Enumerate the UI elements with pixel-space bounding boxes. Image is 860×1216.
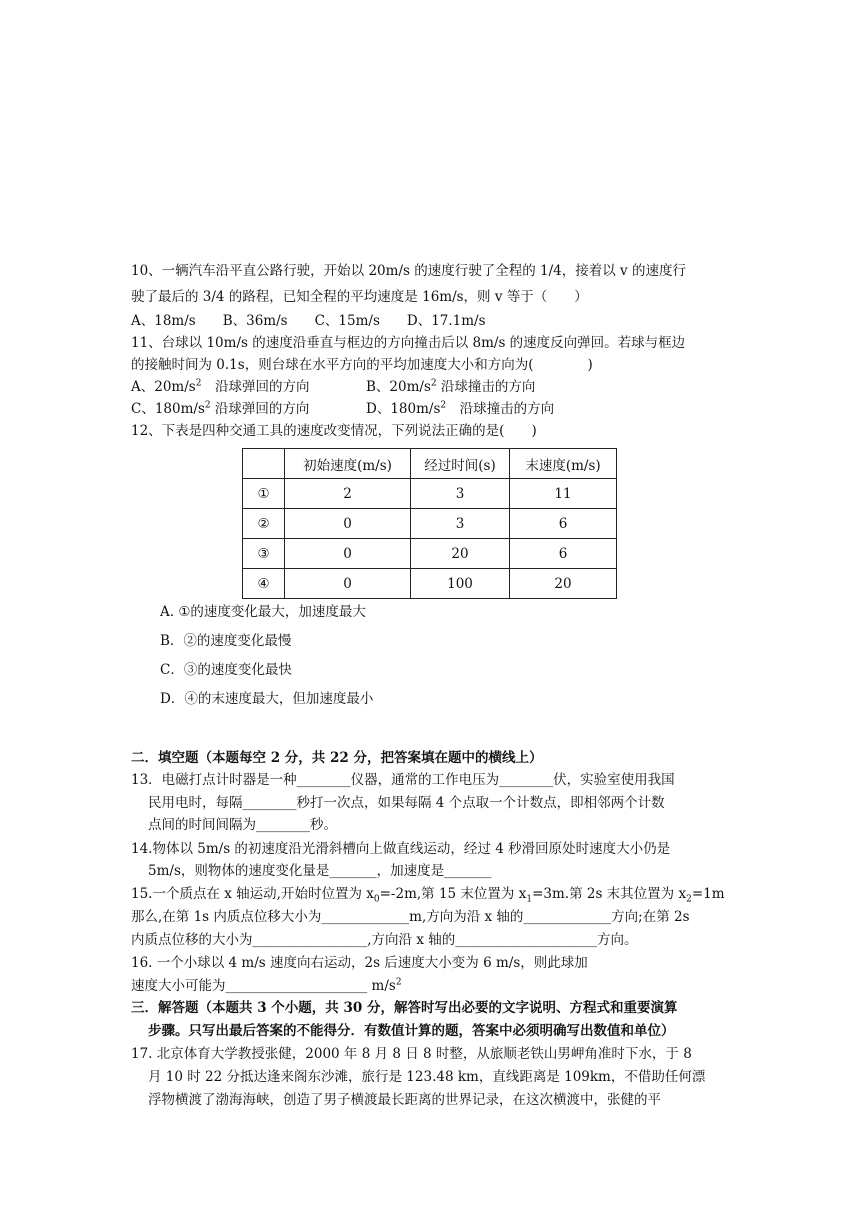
- q16-line1: 16. 一个小球以 4 m/s 速度向右运动，2s 后速度大小变为 6 m/s，则此球加: [131, 955, 588, 971]
- q13-line2: 民用电时，每隔________秒打一次点，如果每隔 4 个点取一个计数点，即相邻两个计数: [148, 795, 665, 811]
- table-header-cell: 经过时间(s): [411, 449, 510, 479]
- q10-line1: 10、一辆汽车沿平直公路行驶，开始以 20m/s 的速度行驶了全程的 1/4，接着以 v 的速度行: [131, 263, 686, 279]
- q17-line1: 17. 北京体育大学教授张健，2000 年 8 月 8 日 8 时整，从旅顺老铁山男岬角准时下水，于 8: [131, 1046, 692, 1062]
- q10-options: A、18m/s B、36m/s C、15m/s D、17.1m/s: [131, 313, 486, 329]
- table-row: [243, 569, 617, 599]
- q17-line2: 月 10 时 22 分抵达逢来阁东沙滩，旅行是 123.48 km，直线距离是 109km，不借助任何漂: [148, 1069, 706, 1085]
- table-row: [243, 509, 617, 539]
- table-row: [243, 479, 617, 509]
- q11-line1: 11、台球以 10m/s 的速度沿垂直与框边的方向撞击后以 8m/s 的速度反向弹回。若球与框边: [131, 335, 686, 351]
- q11-option-b: B、$20m/s^2$ 沿球撞击的方向: [366, 378, 536, 395]
- table-cell: 20: [510, 569, 617, 599]
- section3-line1: 三．解答题（本题共 3 个小题，共 30 分，解答时写出必要的文字说明、方程式和重要演算: [131, 1000, 678, 1016]
- table-header-cell: [243, 449, 285, 479]
- table-cell: 6: [510, 509, 617, 539]
- table-cell: 0: [285, 569, 411, 599]
- q11-option-d: D、$180m/s^2$ 沿球撞击的方向: [366, 400, 555, 417]
- table-header-cell: 末速度(m/s): [510, 449, 617, 479]
- section3-line2: 步骤。只写出最后答案的不能得分．有数值计算的题，答案中必须明确写出数值和单位）: [148, 1023, 675, 1039]
- q15-line2: 那么,在第 1s 内质点位移大小为_____________m,方向为沿 x 轴的_____________方向;在第 2s: [131, 909, 690, 925]
- table-cell: 0: [285, 509, 411, 539]
- table-cell: 20: [411, 539, 510, 569]
- table-header-row: [243, 449, 617, 479]
- table-cell: 0: [285, 539, 411, 569]
- q16-line2: 速度大小可能为_____________________ $m/s^2$: [131, 977, 402, 994]
- table-cell: 2: [285, 479, 411, 509]
- q11-option-c: C、$180m/s^2$ 沿球弹回的方向: [131, 400, 310, 417]
- table-cell: 3: [411, 509, 510, 539]
- table-cell: ②: [243, 509, 285, 539]
- q13-line3: 点间的时间间隔为________秒。: [148, 817, 337, 833]
- table-header-cell: 初始速度(m/s): [285, 449, 411, 479]
- table-cell: ①: [243, 479, 285, 509]
- table-cell: ③: [243, 539, 285, 569]
- table-cell: 100: [411, 569, 510, 599]
- q12-stem: 12、下表是四种交通工具的速度改变情况，下列说法正确的是( ): [131, 423, 537, 439]
- q14-line1: 14.物体以 5m/s 的初速度沿光滑斜槽向上做直线运动，经过 4 秒滑回原处时速度大小仍是: [131, 841, 671, 857]
- q12-option-a: A. ①的速度变化最大，加速度最大: [160, 604, 366, 620]
- q14-line2: 5m/s，则物体的速度变化量是_______，加速度是_______: [148, 863, 492, 879]
- speed-table: [242, 448, 617, 599]
- q12-option-c: C．③的速度变化最快: [160, 662, 292, 678]
- q11-options-cd: [131, 400, 555, 418]
- q11-option-a: A、$20m/s^2$ 沿球弹回的方向: [131, 378, 310, 395]
- table-cell: 3: [411, 479, 510, 509]
- q12-option-d: D．④的末速度最大，但加速度最小: [160, 691, 374, 707]
- section2-title: 二．填空题（本题每空 2 分，共 22 分，把答案填在题中的横线上）: [131, 750, 543, 766]
- q17-line3: 浮物横渡了渤海海峡，创造了男子横渡最长距离的世界记录，在这次横渡中，张健的平: [148, 1092, 661, 1108]
- q11-line2: 的接触时间为 0.1s，则台球在水平方向的平均加速度大小和方向为( ): [131, 357, 593, 373]
- table-row: [243, 539, 617, 569]
- table-cell: ④: [243, 569, 285, 599]
- q15-line1: 15.一个质点在 x 轴运动,开始时位置为 $x_0=-2m$,第 15 末位置为 $x_1=3m$.第 2s 末其位置为 $x_2=1m$: [131, 886, 725, 905]
- q15-line3: 内质点位移的大小为_________________,方向沿 x 轴的_____________________方向。: [131, 932, 638, 948]
- table-cell: 6: [510, 539, 617, 569]
- table-cell: 11: [510, 479, 617, 509]
- q12-option-b: B．②的速度变化最慢: [160, 633, 292, 649]
- q10-line2: 驶了最后的 3/4 的路程，已知全程的平均速度是 16m/s，则 v 等于（ ）: [131, 289, 588, 305]
- q11-options-ab: [131, 378, 536, 396]
- q13-line1: 13．电磁打点计时器是一种________仪器，通常的工作电压为________伏，实验室使用我国: [131, 772, 675, 788]
